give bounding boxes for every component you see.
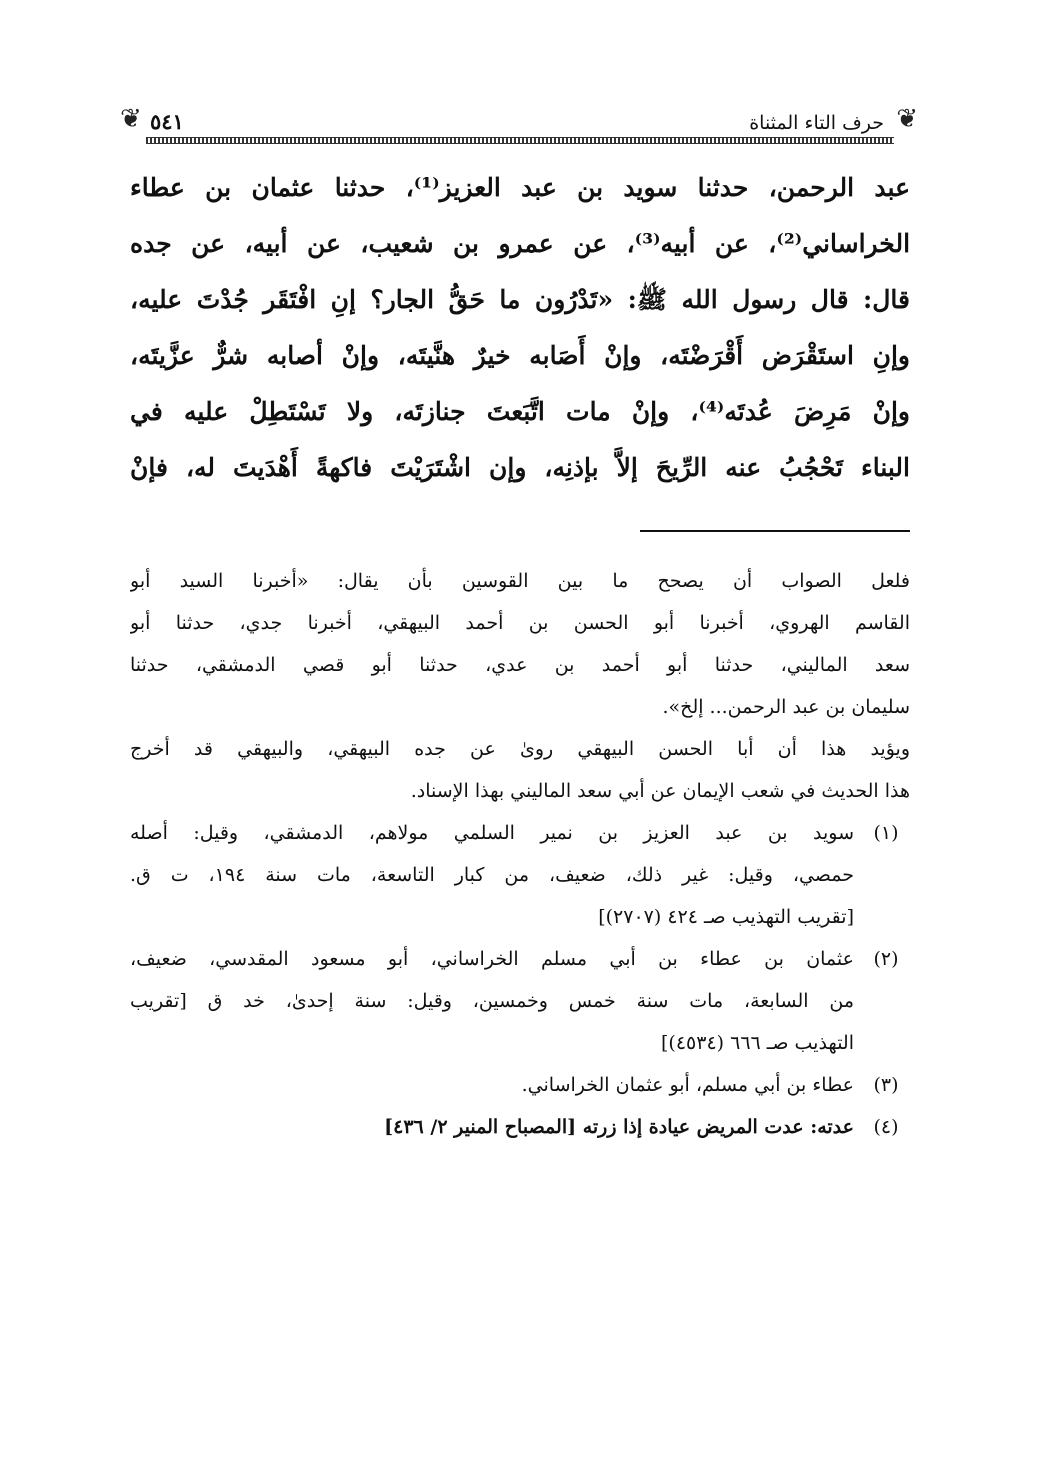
footnote-line: حمصي، وقيل: غير ذلك، ضعيف، من كبار التاسعة، مات سنة ١٩٤، ت ق. <box>130 864 854 886</box>
footnote-line: من السابعة، مات سنة خمس وخمسين، وقيل: سنة إحدىٰ، خد ق [تقريب <box>130 990 854 1012</box>
footnote-2 <box>130 938 910 1064</box>
footnote-line: عطاء بن أبي مسلم، أبو عثمان الخراساني. <box>521 1074 854 1096</box>
commentary-line: سليمان بن عبد الرحمن... إلخ». <box>662 696 910 718</box>
page-number: ٥٤١ <box>150 109 184 134</box>
footnote-line: عثمان بن عطاء بن أبي مسلم الخراساني، أبو مسعود المقدسي، ضعيف، <box>130 948 854 970</box>
commentary-line: فلعل الصواب أن يصحح ما بين القوسين بأن يقال: «أخبرنا السيد أبو <box>130 570 910 592</box>
footnote-3 <box>130 1064 910 1106</box>
footnote-line: سويد بن عبد العزيز بن نمير السلمي مولاهم، الدمشقي، وقيل: أصله <box>130 822 854 844</box>
footnote-4 <box>130 1106 910 1148</box>
commentary-line: ويؤيد هذا أن أبا الحسن البيهقي روىٰ عن جده البيهقي، والبيهقي قد أخرج <box>130 738 910 760</box>
commentary-line: سعد الماليني، حدثنا أبو أحمد بن عدي، حدثنا أبو قصي الدمشقي، حدثنا <box>130 654 910 676</box>
main-text-line: الخراساني⁽²⁾، عن أبيه⁽³⁾، عن عمرو بن شعيب، عن أبيه، عن جده <box>130 229 910 258</box>
footnotes-section <box>130 560 910 1148</box>
header-rule <box>146 137 894 144</box>
running-title: حرف التاء المثناة <box>749 112 884 134</box>
main-text <box>130 160 910 496</box>
footnote-line: التهذيب صـ ٦٦٦ (٤٥٣٤)] <box>661 1032 854 1054</box>
floral-ornament-icon: ❦ <box>896 104 918 134</box>
commentary-line: القاسم الهروي، أخبرنا أبو الحسن بن أحمد البيهقي، أخبرنا جدي، حدثنا أبو <box>130 612 910 634</box>
footnote-divider <box>640 530 910 532</box>
main-text-line: قال: قال رسول الله ﷺ: «تَدْرُون ما حَقُّ الجار؟ إنِ افْتَقَر جُدْتَ عليه، <box>130 285 910 314</box>
floral-ornament-icon: ❦ <box>120 104 142 134</box>
main-text-line: عبد الرحمن، حدثنا سويد بن عبد العزيز⁽¹⁾، حدثنا عثمان بن عطاء <box>130 173 910 202</box>
main-text-line: وإنِ استَقْرَض أَقْرَضْتَه، وإنْ أَصَابه خيرٌ هنَّيتَه، وإنْ أصابه شرٌّ عزَّيتَه، <box>130 341 910 370</box>
commentary-line: هذا الحديث في شعب الإيمان عن أبي سعد الماليني بهذا الإسناد. <box>410 780 910 802</box>
footnote-number: (٤) <box>873 1116 899 1138</box>
footnote-number: (١) <box>873 822 899 844</box>
page-header <box>120 102 918 142</box>
footnote-number: (٣) <box>873 1074 899 1096</box>
footnote-line: عدته: عدت المريض عيادة إذا زرته [المصباح المنير ٢/ ٤٣٦] <box>384 1116 854 1138</box>
footnote-1 <box>130 812 910 938</box>
commentary-continuation <box>130 560 910 812</box>
footnote-number: (٢) <box>873 948 899 970</box>
main-text-line: وإنْ مَرِضَ عُدتَه⁽⁴⁾، وإنْ مات اتَّبَعتَ جنازتَه، ولا تَسْتَطِلْ عليه في <box>130 397 910 426</box>
main-text-line: البناء تَحْجُبُ عنه الرِّيحَ إلاَّ بإذنِه، وإن اشْتَرَيْتَ فاكهةً أَهْدَيتَ له، فإنْ <box>130 453 910 482</box>
footnote-line: [تقريب التهذيب صـ ٤٢٤ (٢٧٠٧)] <box>598 906 854 928</box>
